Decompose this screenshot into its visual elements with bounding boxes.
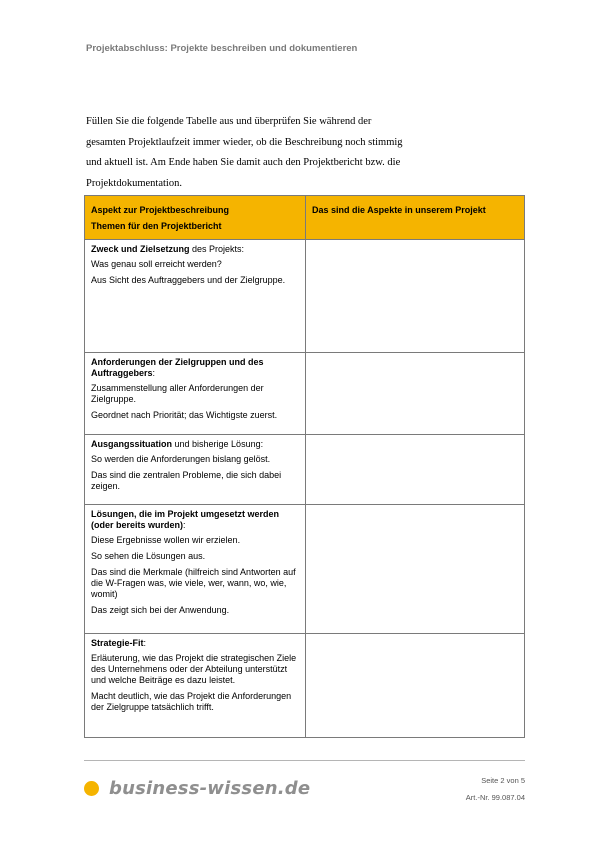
row-title-bold: Lösungen, die im Projekt umgesetzt werden (oder bereits wurden) <box>91 509 280 530</box>
answer-cell-requirements[interactable] <box>306 353 525 435</box>
header-project-aspects-label: Das sind die Aspekte in unserem Projekt <box>312 205 486 215</box>
row-title <box>91 244 299 255</box>
intro-line: und aktuell ist. Am Ende haben Sie damit auch den Projektbericht bzw. die <box>86 157 401 168</box>
logo-text: business-wissen.de <box>109 778 311 799</box>
header-aspect-label: Aspekt zur Projektbeschreibung <box>91 205 230 215</box>
row-text: Geordnet nach Priorität; das Wichtigste zuerst. <box>91 410 278 420</box>
aspect-cell-solutions <box>85 505 306 634</box>
intro-line: gesamten Projektlaufzeit immer wieder, ob die Beschreibung noch stimmig <box>86 136 403 148</box>
row-text: Macht deutlich, wie das Projekt die Anforderungen der Zielgruppe tatsächlich trifft. <box>91 691 292 712</box>
answer-cell-initial-situation[interactable] <box>306 435 525 505</box>
row-title <box>91 638 299 649</box>
row-text: Das zeigt sich bei der Anwendung. <box>91 605 230 615</box>
row-title <box>91 439 299 450</box>
row-text: Aus Sicht des Auftraggebers und der Zielgruppe. <box>91 275 286 285</box>
row-text: So werden die Anforderungen bislang gelöst. <box>91 454 271 464</box>
article-number: Art.-Nr. 99.087.04 <box>465 793 525 802</box>
row-text: Zusammenstellung aller Anforderungen der Zielgruppe. <box>91 383 264 404</box>
row-title <box>91 509 299 531</box>
answer-cell-solutions[interactable] <box>306 505 525 634</box>
table-row <box>85 505 525 634</box>
row-text: Was genau soll erreicht werden? <box>91 259 222 269</box>
row-title <box>91 357 299 379</box>
table-header-row <box>85 196 525 240</box>
answer-cell-strategy-fit[interactable] <box>306 634 525 738</box>
page-number: Seite 2 von 5 <box>481 776 525 785</box>
row-title-bold: Ausgangssituation <box>91 439 173 449</box>
table-row <box>85 353 525 435</box>
row-title-rest: : <box>143 638 147 648</box>
answer-cell-purpose[interactable] <box>306 240 525 353</box>
table-row <box>85 634 525 738</box>
intro-line: Füllen Sie die folgende Tabelle aus und überprüfen Sie während der <box>86 116 372 127</box>
page-header: Projektabschluss: Projekte beschreiben und dokumentieren <box>86 43 358 54</box>
business-wissen-logo[interactable] <box>84 778 310 799</box>
header-topics-label: Themen für den Projektbericht <box>91 221 222 231</box>
aspect-cell-purpose <box>85 240 306 353</box>
row-title-bold: Anforderungen der Zielgruppen und des Auftraggebers <box>91 357 264 378</box>
project-aspects-table <box>84 195 525 738</box>
row-text: Das sind die zentralen Probleme, die sich dabei zeigen. <box>91 470 282 491</box>
aspect-cell-strategy-fit <box>85 634 306 738</box>
table-row <box>85 435 525 505</box>
footer-divider <box>84 760 525 761</box>
table-row <box>85 240 525 353</box>
aspect-cell-requirements <box>85 353 306 435</box>
row-title-rest: : <box>152 368 156 378</box>
row-title-rest: und bisherige Lösung: <box>172 439 264 449</box>
row-title-bold: Zweck und Zielsetzung <box>91 244 190 254</box>
logo-dot-icon <box>84 781 99 796</box>
header-cell-project-aspects <box>306 196 525 240</box>
row-title-rest: des Projekts: <box>189 244 245 254</box>
intro-paragraph <box>86 112 446 194</box>
page-info <box>466 772 525 806</box>
row-text: Erläuterung, wie das Projekt die strategischen Ziele des Unternehmens oder der Abteilung unterstützt und welche Beiträge es dazu leistet. <box>91 653 297 685</box>
row-text: So sehen die Lösungen aus. <box>91 551 206 561</box>
row-text: Diese Ergebnisse wollen wir erzielen. <box>91 535 241 545</box>
aspect-cell-initial-situation <box>85 435 306 505</box>
intro-line: Projektdokumentation. <box>86 177 182 189</box>
header-cell-aspect <box>85 196 306 240</box>
row-title-rest: : <box>183 520 186 530</box>
row-title-bold: Strategie-Fit <box>91 638 144 648</box>
row-text: Das sind die Merkmale (hilfreich sind Antworten auf die W-Fragen was, wie viele, wer, wann, wo, wie, womit) <box>91 567 296 599</box>
